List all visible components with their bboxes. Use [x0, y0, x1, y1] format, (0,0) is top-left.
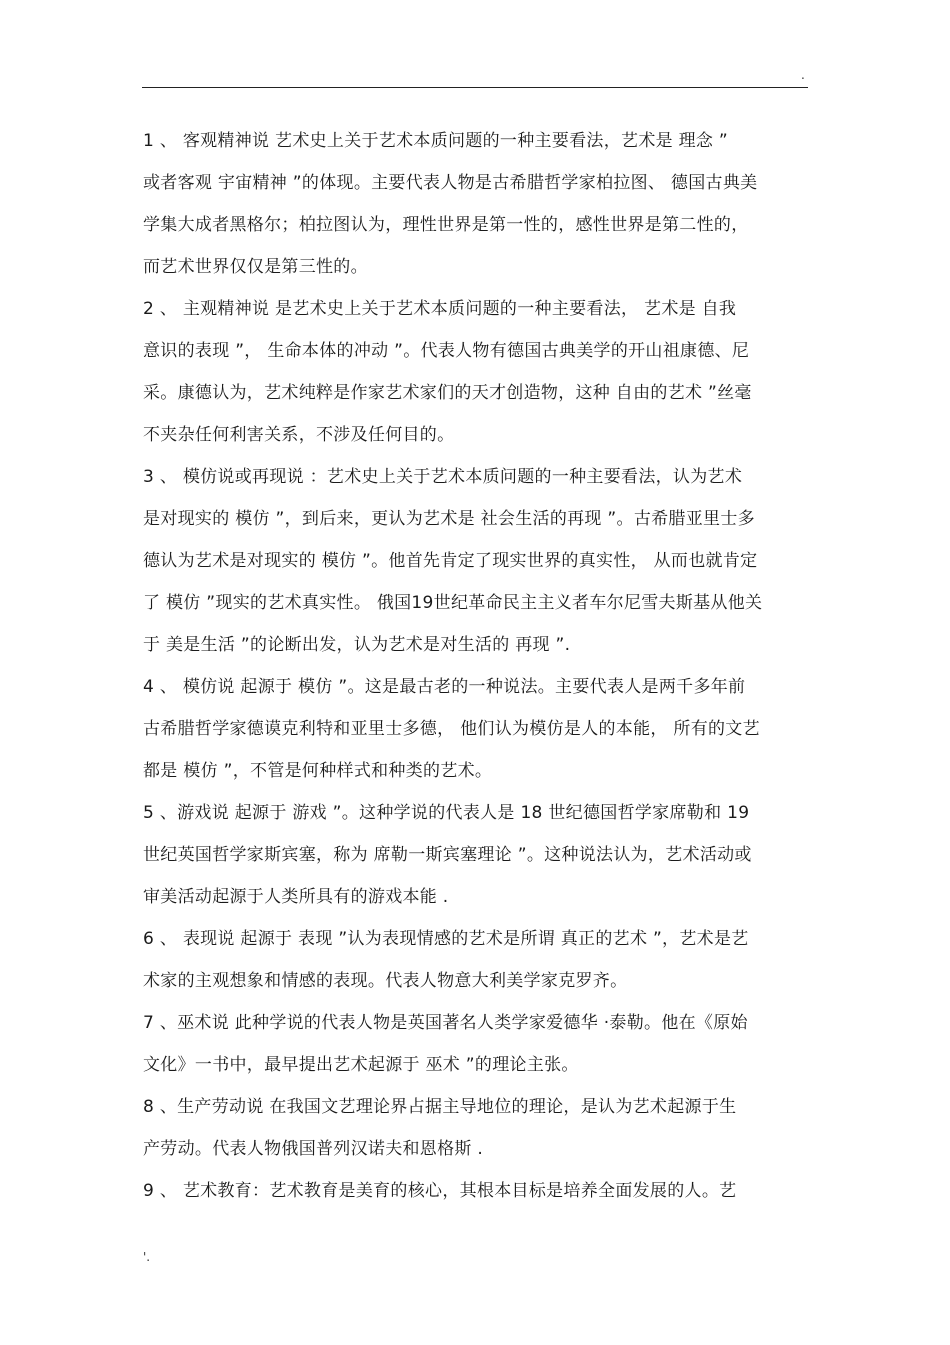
text-line: 是对现实的 模仿 ”，到后来，更认为艺术是 社会生活的再现 ”。古希腊亚里士多 — [143, 509, 755, 529]
text-line: 都是 模仿 ”，不管是何种样式和种类的艺术。 — [143, 761, 493, 781]
text-line: 9 、 艺术教育：艺术教育是美育的核心，其根本目标是培养全面发展的人。艺 — [143, 1181, 737, 1201]
text-line: 4 、 模仿说 起源于 模仿 ”。这是最古老的一种说法。主要代表人是两千多年前 — [143, 677, 746, 697]
text-line: 文化》一书中，最早提出艺术起源于 巫术 ”的理论主张。 — [143, 1055, 579, 1075]
text-line: 了 模仿 ”现实的艺术真实性。 俄国19世纪革命民主主义者车尔尼雪夫斯基从他关 — [143, 593, 763, 613]
text-line: 或者客观 宇宙精神 ”的体现。主要代表人物是古希腊哲学家柏拉图、 德国古典美 — [143, 173, 758, 193]
footer-corner-mark: '. — [143, 1250, 151, 1264]
text-line: 采。康德认为，艺术纯粹是作家艺术家们的天才创造物，这种 自由的艺术 ”丝毫 — [143, 383, 752, 403]
text-line: 古希腊哲学家德谟克利特和亚里士多德， 他们认为模仿是人的本能， 所有的文艺 — [143, 719, 760, 739]
text-line: 于 美是生活 ”的论断出发，认为艺术是对生活的 再现 ”. — [143, 635, 571, 655]
text-line: 世纪英国哲学家斯宾塞，称为 席勒一斯宾塞理论 ”。这种说法认为，艺术活动或 — [143, 845, 752, 865]
text-line: 而艺术世界仅仅是第三性的。 — [143, 257, 368, 277]
text-line: 不夹杂任何利害关系，不涉及任何目的。 — [143, 425, 455, 445]
text-line: 1 、 客观精神说 艺术史上关于艺术本质问题的一种主要看法，艺术是 理念 ” — [143, 131, 729, 151]
text-line: 6 、 表现说 起源于 表现 ”认为表现情感的艺术是所谓 真正的艺术 ”，艺术是艺 — [143, 929, 749, 949]
text-line: 5 、游戏说 起源于 游戏 ”。这种学说的代表人是 18 世纪德国哲学家席勒和 19 — [143, 803, 750, 823]
text-line: 8 、生产劳动说 在我国文艺理论界占据主导地位的理论，是认为艺术起源于生 — [143, 1097, 737, 1117]
text-line: 2 、 主观精神说 是艺术史上关于艺术本质问题的一种主要看法， 艺术是 自我 — [143, 299, 737, 319]
header-rule — [142, 87, 808, 88]
header-corner-mark: . — [801, 68, 805, 82]
text-line: 学集大成者黑格尔；柏拉图认为，理性世界是第一性的，感性世界是第二性的， — [143, 215, 749, 235]
text-line: 7 、巫术说 此种学说的代表人物是英国著名人类学家爱德华 ·泰勒。他在《原始 — [143, 1013, 748, 1033]
text-line: 产劳动。代表人物俄国普列汉诺夫和恩格斯 . — [143, 1139, 484, 1159]
text-line: 术家的主观想象和情感的表现。代表人物意大利美学家克罗齐。 — [143, 971, 628, 991]
text-line: 意识的表现 ”， 生命本体的冲动 ”。代表人物有德国古典美学的开山祖康德、尼 — [143, 341, 750, 361]
text-line: 审美活动起源于人类所具有的游戏本能 . — [143, 887, 449, 907]
text-line: 德认为艺术是对现实的 模仿 ”。他首先肯定了现实世界的真实性， 从而也就肯定 — [143, 551, 758, 571]
text-line: 3 、 模仿说或再现说 ：艺术史上关于艺术本质问题的一种主要看法，认为艺术 — [143, 467, 743, 487]
body-text — [143, 120, 813, 1212]
